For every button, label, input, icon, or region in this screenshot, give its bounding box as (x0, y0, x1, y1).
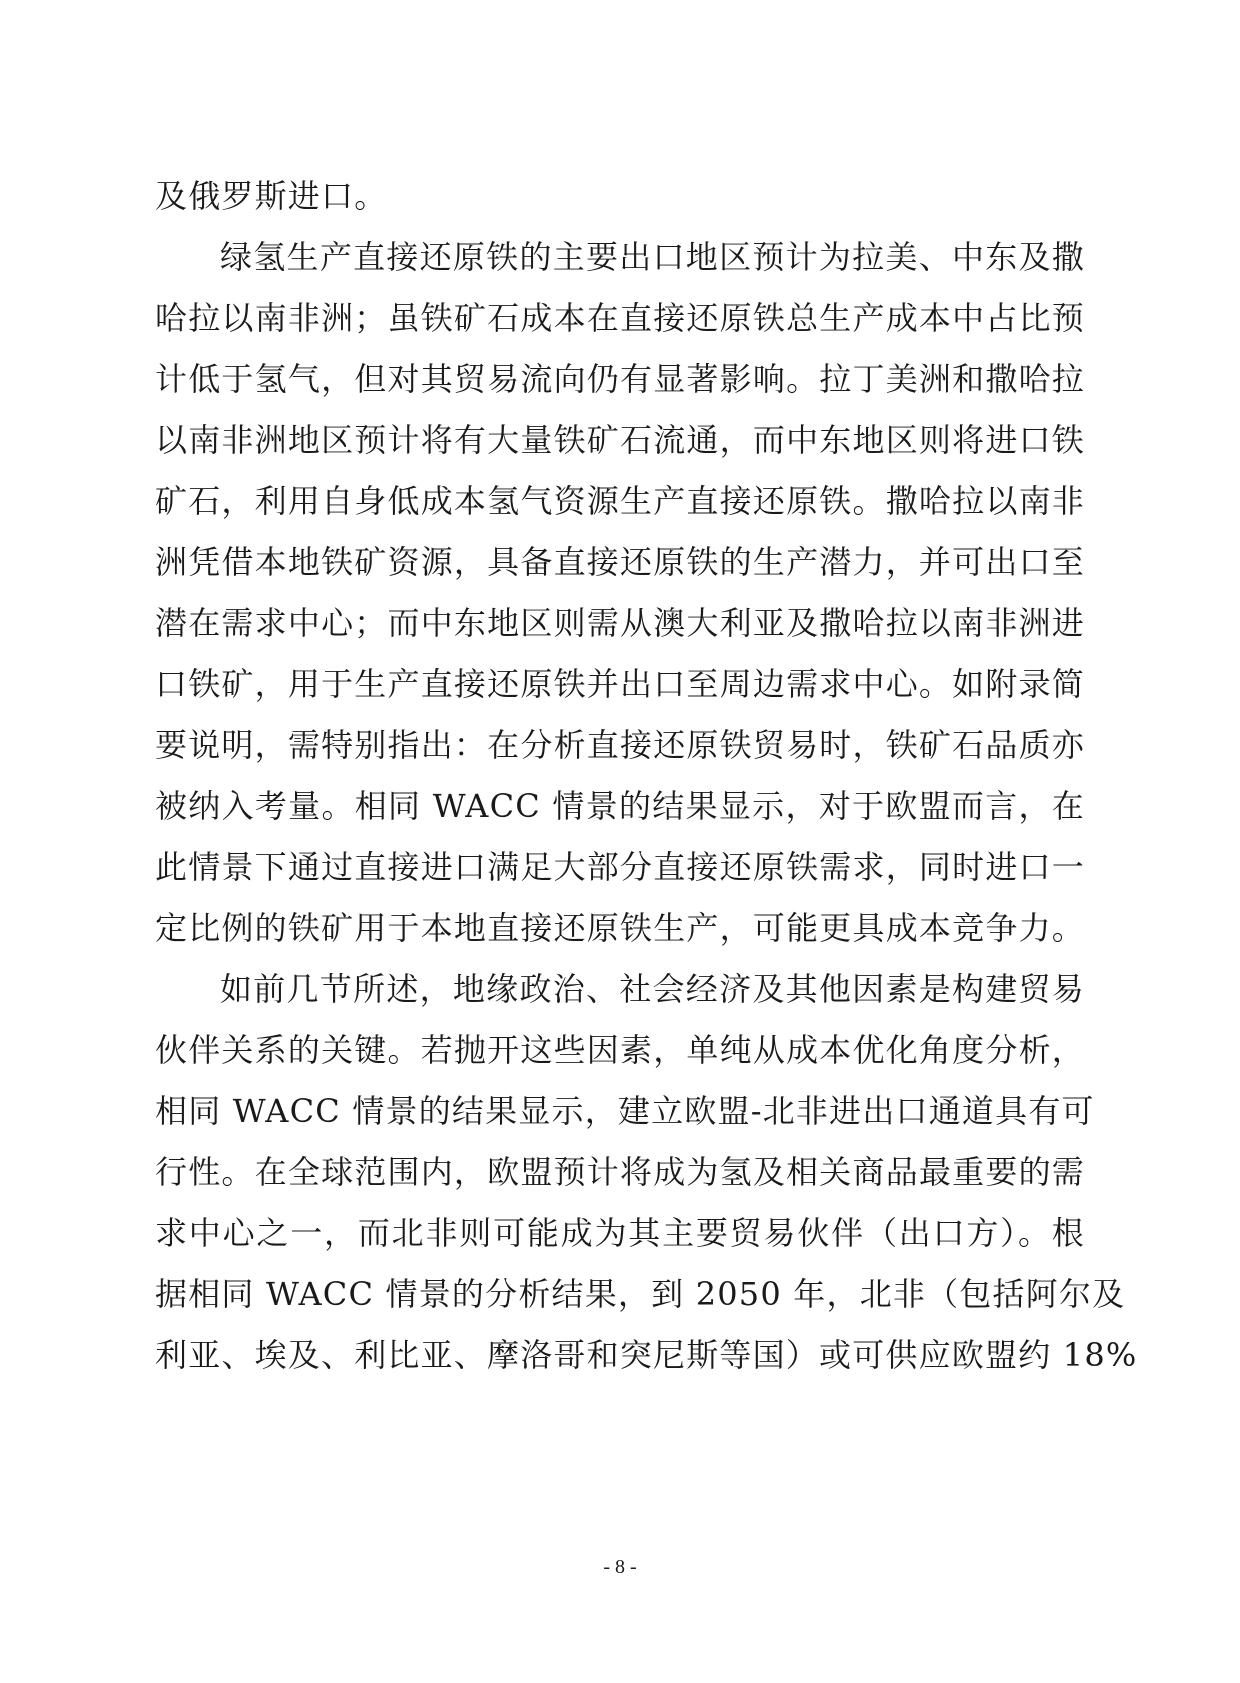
text-line: 行性。在全球范围内，欧盟预计将成为氢及相关商品最重要的需 (155, 1153, 1085, 1191)
text-line: 此情景下通过直接进口满足大部分直接还原铁需求，同时进口一 (155, 848, 1085, 886)
text-line: 潜在需求中心；而中东地区则需从澳大利亚及撒哈拉以南非洲进 (155, 604, 1085, 642)
page-number: - 8 - (603, 1556, 637, 1578)
text-line: 利亚、埃及、利比亚、摩洛哥和突尼斯等国）或可供应欧盟约 18% (155, 1336, 1138, 1374)
text-line: 求中心之一，而北非则可能成为其主要贸易伙伴（出口方）。根 (155, 1214, 1085, 1252)
text-line: 口铁矿，用于生产直接还原铁并出口至周边需求中心。如附录简 (155, 665, 1085, 703)
paragraph-first-line: 绿氢生产直接还原铁的主要出口地区预计为拉美、中东及撒 (220, 238, 1085, 276)
text-line: 计低于氢气，但对其贸易流向仍有显著影响。拉丁美洲和撒哈拉 (155, 360, 1085, 398)
text-line: 洲凭借本地铁矿资源，具备直接还原铁的生产潜力，并可出口至 (155, 543, 1085, 581)
text-line: 及俄罗斯进口。 (155, 177, 388, 215)
text-line: 以南非洲地区预计将有大量铁矿石流通，而中东地区则将进口铁 (155, 421, 1085, 459)
text-line: 据相同 WACC 情景的分析结果，到 2050 年，北非（包括阿尔及 (155, 1275, 1126, 1313)
text-line: 相同 WACC 情景的结果显示，建立欧盟-北非进出口通道具有可 (155, 1092, 1095, 1130)
paragraph-first-line: 如前几节所述，地缘政治、社会经济及其他因素是构建贸易 (220, 970, 1085, 1008)
text-line: 被纳入考量。相同 WACC 情景的结果显示，对于欧盟而言，在 (155, 787, 1085, 825)
text-line: 要说明，需特别指出：在分析直接还原铁贸易时，铁矿石品质亦 (155, 726, 1085, 764)
text-line: 定比例的铁矿用于本地直接还原铁生产，可能更具成本竞争力。 (155, 909, 1085, 947)
text-line: 哈拉以南非洲；虽铁矿石成本在直接还原铁总生产成本中占比预 (155, 299, 1085, 337)
text-line: 伙伴关系的关键。若抛开这些因素，单纯从成本优化角度分析， (155, 1031, 1085, 1069)
text-line: 矿石，利用自身低成本氢气资源生产直接还原铁。撒哈拉以南非 (155, 482, 1085, 520)
